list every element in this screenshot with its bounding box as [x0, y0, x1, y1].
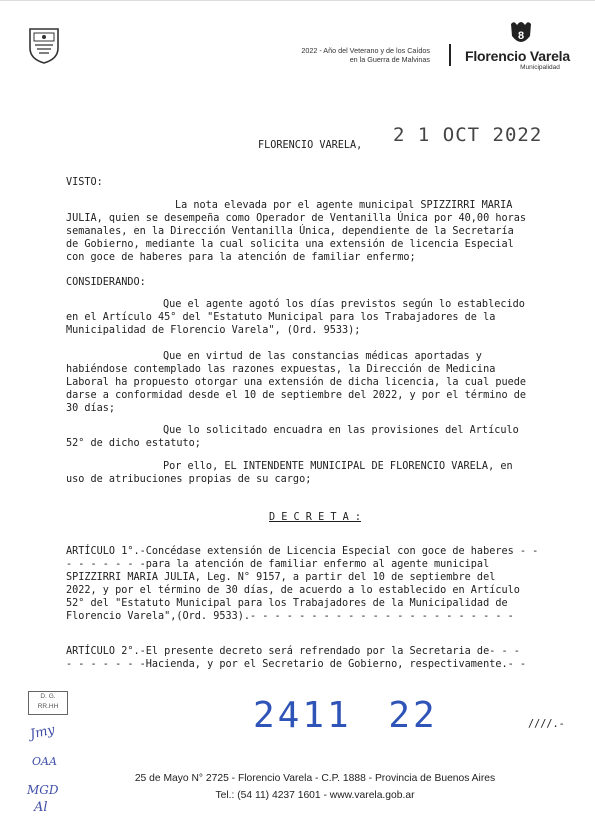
- date-place: FLORENCIO VARELA,: [258, 140, 363, 151]
- handwritten-initial-3: MGD: [27, 783, 59, 797]
- considerando-2-line-3: Laboral ha propuesto otorgar una extensión de dicha licencia, la cual puede: [66, 377, 527, 388]
- considerando-1-line-2: en el Artículo 45° del "Estatuto Municipal para los Trabajadores de la: [66, 312, 496, 323]
- visto-line-3: semanales, en la Dirección Ventanilla Única, dependiente de la Secretaría: [66, 226, 514, 237]
- tagline-line-2: en la Guerra de Malvinas: [349, 55, 430, 64]
- articulo-1-line-3: SPIZZIRRI MARIA JULIA, Leg. N° 9157, a partir del 10 de septiembre del: [66, 572, 496, 583]
- considerando-3-line-2: 52° de dicho estatuto;: [66, 438, 201, 449]
- articulo-1-line-1: ARTÍCULO 1°.-Concédase extensión de Licencia Especial con goce de haberes - -: [66, 546, 539, 557]
- footer-contact: Tel.: (54 11) 4237 1601 - www.varela.gob.ar: [215, 790, 415, 801]
- header-divider: [449, 44, 451, 66]
- visto-title: VISTO:: [66, 177, 103, 188]
- considerando-2-line-2: habiéndose contemplado las razones expuestas, la Dirección de Medicina: [66, 364, 496, 375]
- considerando-2-line-1: Que en virtud de las constancias médicas aportadas y: [163, 351, 482, 362]
- visto-line-2: JULIA, quien se desempeña como Operador de Ventanilla Única por 40,00 horas: [66, 213, 527, 224]
- florencio-varela-logo-icon: [508, 20, 534, 48]
- considerando-1-line-1: Que el agente agotó los días previstos según lo establecido: [163, 299, 525, 310]
- considerando-4-line-2: uso de atribuciones propias de su cargo;: [66, 474, 312, 485]
- stamp-line-2: RR.HH: [37, 703, 59, 710]
- visto-line-4: de Gobierno, mediante la cual solicita una extensión de licencia Especial: [66, 239, 514, 250]
- handwritten-initial-2: OAA: [32, 755, 57, 768]
- footer-address: 25 de Mayo N° 2725 - Florencio Varela - C.P. 1888 - Provincia de Buenos Aires: [134, 773, 496, 784]
- brand-name: Florencio Varela: [465, 48, 570, 64]
- considerando-2-line-4: darse a conformidad desde el 10 de septiembre del 2022, y por el término de: [66, 390, 527, 401]
- considerando-2-line-5: 30 días;: [66, 403, 116, 414]
- decree-number: 2411 22: [253, 695, 438, 736]
- hr-stamp-box: [28, 691, 68, 715]
- stamp-line-1: D. G.: [40, 693, 56, 700]
- articulo-2-line-2: - - - - - - -Hacienda, y por el Secretario de Gobierno, respectivamente.- -: [66, 659, 527, 670]
- considerando-4-line-1: Por ello, EL INTENDENTE MUNICIPAL DE FLORENCIO VARELA, en: [163, 461, 513, 472]
- municipal-crest-icon: [28, 26, 60, 64]
- handwritten-initial-1: Jmy: [28, 722, 57, 743]
- considerando-title: CONSIDERANDO:: [66, 277, 146, 288]
- articulo-1-line-4: 2022, y por el término de 30 días, de acuerdo a lo establecido en Artículo: [66, 585, 520, 596]
- brand-logo-number: 8: [517, 30, 525, 42]
- brand-subtitle: Municipalidad: [520, 64, 560, 71]
- considerando-1-line-3: Municipalidad de Florencio Varela", (Ord. 9533);: [66, 325, 361, 336]
- visto-line-5: con goce de haberes para la atención de familiar enfermo;: [66, 252, 416, 263]
- date-stamp: 2 1 OCT 2022: [393, 124, 543, 146]
- considerando-3-line-1: Que lo solicitado encuadra en las provisiones del Artículo: [163, 425, 519, 436]
- articulo-1-line-2: - - - - - - -para la atención de familiar enfermo al agente municipal: [66, 559, 490, 570]
- header-tagline: [248, 46, 430, 64]
- articulo-1-line-5: 52° del "Estatuto Municipal para los Trabajadores de la Municipalidad de: [66, 598, 508, 609]
- visto-line-1: La nota elevada por el agente municipal SPIZZIRRI MARIA: [175, 200, 513, 211]
- decreta-title: D E C R E T A :: [269, 512, 362, 523]
- tagline-line-1: 2022 - Año del Veterano y de los Caídos: [301, 46, 430, 55]
- continuation-mark: ////.-: [528, 719, 565, 730]
- handwritten-initial-4: Al: [34, 800, 48, 815]
- articulo-1-line-6: Florencio Varela",(Ord. 9533).- - - - - - - - - - - - - - - - - - - - - -: [66, 611, 514, 622]
- articulo-2-line-1: ARTÍCULO 2°.-El presente decreto será refrendado por la Secretaria de- - -: [66, 646, 520, 657]
